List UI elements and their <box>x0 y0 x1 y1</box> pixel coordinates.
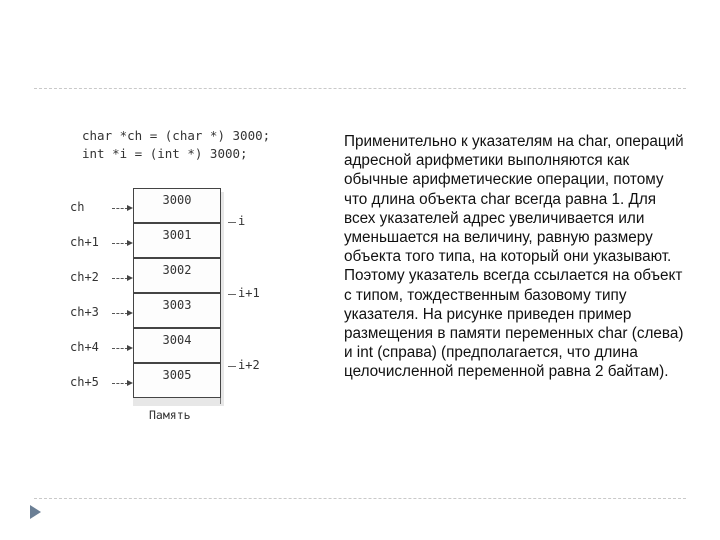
triangle-bullet-icon <box>30 505 41 519</box>
body-paragraph: Применительно к указателям на char, операций адресной арифметики выполняются как обычные арифметические операции, потому что длина объекта char всегда равна 1. Для всех указателей адрес увеличивается или уменьшается на величину, равную размеру объекта того типа, на который они указывают. Поэтому указатель всегда ссылается на объект с типом, тождественным базовому типу указателя. На рисунке приведен пример размещения в памяти переменных char (слева) и int (справа) (предполагается, что длина целочисленной переменной равна 2 байтам). <box>344 133 684 381</box>
pointer-arrow <box>112 348 128 349</box>
memory-cell: 3001 <box>133 223 221 258</box>
pointer-arrow <box>112 208 128 209</box>
char-pointer-label: ch+5 <box>70 375 99 389</box>
memory-caption: Память <box>149 408 191 422</box>
char-pointer-label: ch+4 <box>70 340 99 354</box>
memory-cell: 3002 <box>133 258 221 293</box>
pointer-arrow <box>112 313 128 314</box>
int-pointer-tick <box>228 294 236 295</box>
code-line-int: int *i = (int *) 3000; <box>82 146 248 161</box>
top-divider <box>34 88 686 89</box>
code-line-char: char *ch = (char *) 3000; <box>82 128 271 143</box>
char-pointer-label: ch+1 <box>70 235 99 249</box>
memory-cell: 3004 <box>133 328 221 363</box>
memory-cell: 3000 <box>133 188 221 223</box>
int-pointer-label: i+1 <box>238 286 260 300</box>
char-pointer-label: ch+3 <box>70 305 99 319</box>
int-pointer-label: i+2 <box>238 358 260 372</box>
int-pointer-tick <box>228 222 236 223</box>
memory-cell: 3005 <box>133 363 221 398</box>
bottom-divider <box>34 498 686 499</box>
pointer-arrow <box>112 243 128 244</box>
int-pointer-label: i <box>238 214 246 228</box>
memory-figure <box>60 128 330 428</box>
pointer-arrow <box>112 383 128 384</box>
pointer-arrow <box>112 278 128 279</box>
memory-cell: 3003 <box>133 293 221 328</box>
char-pointer-label: ch+2 <box>70 270 99 284</box>
char-pointer-label: ch <box>70 200 85 214</box>
int-pointer-tick <box>228 366 236 367</box>
